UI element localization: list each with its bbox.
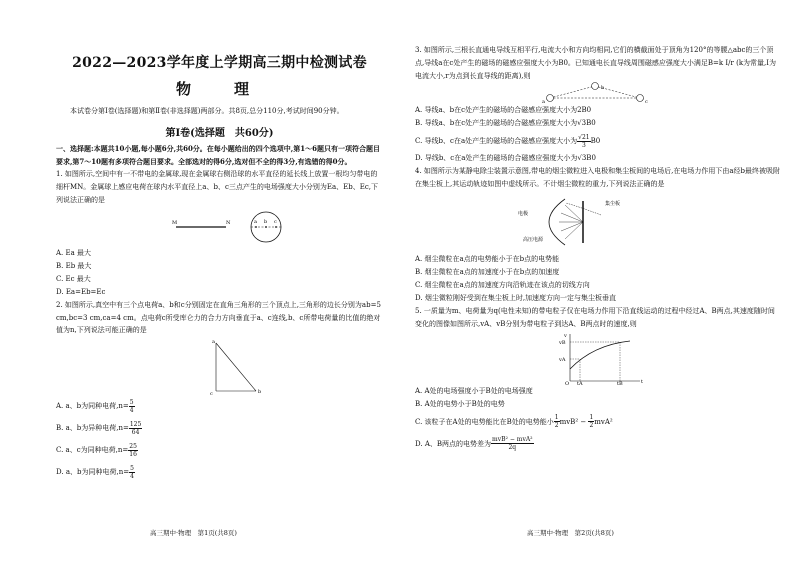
- exam-title: 2022—2023学年度上学期高三期中检测试卷: [72, 55, 367, 71]
- q3-option-d: D. 导线b、c在a处产生的磁场的合磁感应强度大小为√3B0: [415, 154, 596, 163]
- label-vA: vA: [559, 356, 566, 363]
- velocity-curve: [570, 341, 630, 369]
- q5-figure: [415, 331, 775, 385]
- q5-stem: 5. 一质量为m、电荷量为q(电性未知)的带电粒子仅在电场力作用下沿直线运动的过程中经过A、B两点,其速度随时间变化的图像如图所示,vA、vB分别为带电粒子到达A、B两点时的速度,则: [415, 306, 775, 328]
- q5-option-d: D. A、B两点的电势差为 $\frac{\text{mvB² − mvA²}}{2q}$: [415, 436, 533, 452]
- q2-option-d: D. a、b为同种电荷,n= $\frac{5}{4}$: [56, 464, 134, 480]
- label-v: v: [564, 332, 567, 339]
- label-O: O: [565, 380, 570, 385]
- question-5: [415, 305, 780, 455]
- q1-option-c: C. Ec 最大: [56, 274, 91, 283]
- label-b: b: [264, 218, 268, 225]
- q2-stem: 2. 如图所示,真空中有三个点电荷a、b和c分别固定在直角三角形的三个顶点上,三角形的边长分别为ab=5 cm,bc=3 cm,ca=4 cm。点电荷c所受库仑力的合力方向垂直于a、c连线,b、c所带电荷量的比值的绝对值为n,下列说法可能正确的是: [56, 300, 381, 335]
- label-vB: vB: [559, 339, 566, 346]
- q4-option-b: B. 烟尘微粒在a点的加速度小于在b点的加速度: [415, 267, 560, 276]
- label-t: t: [641, 378, 644, 385]
- question-3: [415, 44, 780, 165]
- label-b: b: [258, 389, 262, 396]
- subject-title: 物 理: [175, 80, 263, 98]
- label-M: M: [172, 219, 178, 226]
- question-1: [56, 168, 383, 298]
- label-c: c: [210, 391, 213, 396]
- label-c: c: [274, 218, 277, 225]
- q2-figure: [56, 337, 376, 395]
- q5-option-c: C. 该粒子在A处的电势能比在B处的电势能小 $\frac{1}{2}$ mvB² − $\frac{1}{2}$ mvA²: [415, 414, 613, 430]
- exam-intro: 本试卷分第Ⅰ卷(选择题)和第Ⅱ卷(非选择题)两部分。共8页,总分110分,考试时间90分钟。: [70, 107, 344, 115]
- q4-option-c: C. 烟尘微粒在a点的加速度方向沿轨迹在该点的切线方向: [415, 280, 590, 289]
- q1-option-b: B. Eb 最大: [56, 261, 92, 270]
- label-tB: tB: [617, 380, 623, 385]
- q3-option-b: B. 导线a、b在c处产生的磁场的合磁感应强度大小为√3B0: [415, 119, 596, 128]
- q3-option-c: C. 导线b、c在a处产生的磁场的合磁感应强度大小为 $\frac{√21}{3}$ B0: [415, 133, 601, 149]
- label-tA: tA: [577, 380, 583, 385]
- q4-figure: [415, 191, 775, 253]
- label-a: a: [542, 99, 545, 105]
- q1-option-a: A. Ea 最大: [56, 248, 92, 257]
- page-footer-right: 高三期中·物理 第2页(共8页): [527, 529, 614, 537]
- q4-option-d: D. 烟尘微粒刚好受到在集尘板上时,加速度方向一定与集尘板垂直: [415, 293, 617, 302]
- q1-figure: [56, 207, 376, 247]
- right-page: [397, 0, 794, 562]
- q2-option-a: A. a、b为同种电荷,n= $\frac{5}{4}$: [56, 398, 134, 414]
- q4-stem: 4. 如图所示为某静电除尘装置示意图,带电的烟尘微粒进入电极和集尘板间的电场后,在电场力作用下由a经b最终被吸附在集尘板上,其运动轨迹如图中虚线所示。不计烟尘微粒的重力,下列说法正确的是: [415, 167, 781, 189]
- q5-option-b: B. A处的电势小于B处的电势: [415, 399, 505, 408]
- q3-stem: 3. 如图所示,三根长直通电导线互相平行,电流大小和方向均相同,它们的横截面处于顶角为120°的等腰△abc的三个顶点,导线a在c处产生的磁场的磁感应强度大小为B0。已知通电长直导线周围磁感应强度大小满足B=k I/r (k为常量,I为电流大小,r为点到长直导线的距离),则: [415, 46, 777, 80]
- instructions: 一、选择题:本题共10小题,每小题6分,共60分。在每小题给出的四个选项中,第1～6题只有一项符合题目要求,第7～10题有多项符合题目要求。全部选对的得6分,选对但不全的得3分,有选错的得0分。: [56, 143, 380, 166]
- q1-option-d: D. Ea=Eb=Ec: [56, 287, 106, 296]
- page-footer-left: 高三期中·物理 第1页(共8页): [150, 529, 237, 537]
- question-4: [415, 165, 780, 305]
- q3-option-a: A. 导线a、b在c处产生的磁场的合磁感应强度大小为2B0: [415, 106, 592, 115]
- question-2: [56, 299, 383, 483]
- q5-option-a: A. A处的电场强度小于B处的电场强度: [415, 386, 533, 395]
- q2-option-b: B. a、b为异种电荷,n= $\frac{125}{64}$: [56, 420, 142, 436]
- q4-option-a: A. 烟尘微粒在a点的电势能小于在b点的电势能: [415, 254, 560, 263]
- label-power: 高压电源: [523, 236, 544, 243]
- label-collector: 集尘板: [605, 200, 621, 207]
- label-a: a: [254, 218, 257, 225]
- section-title: 第Ⅰ卷(选择题 共60分): [165, 127, 274, 139]
- label-electrode: 电极: [518, 210, 529, 217]
- q1-stem: 1. 如图所示,空间中有一不带电的金属球,现在金属球右侧沿球的水平直径的延长线上放置一根均匀带电的细杆MN。金属球上感应电荷在球内水平直径上a、b、c三点产生的电场强度大小分别为Ea、Eb、Ec,下列说法正确的是: [56, 170, 378, 204]
- q3-figure: [415, 82, 775, 104]
- label-c: c: [645, 99, 648, 105]
- label-b: b: [601, 85, 605, 92]
- q2-option-c: C. a、c为同种电荷,n= $\frac{25}{16}$: [56, 442, 137, 458]
- label-a: a: [212, 339, 215, 346]
- label-N: N: [226, 219, 231, 226]
